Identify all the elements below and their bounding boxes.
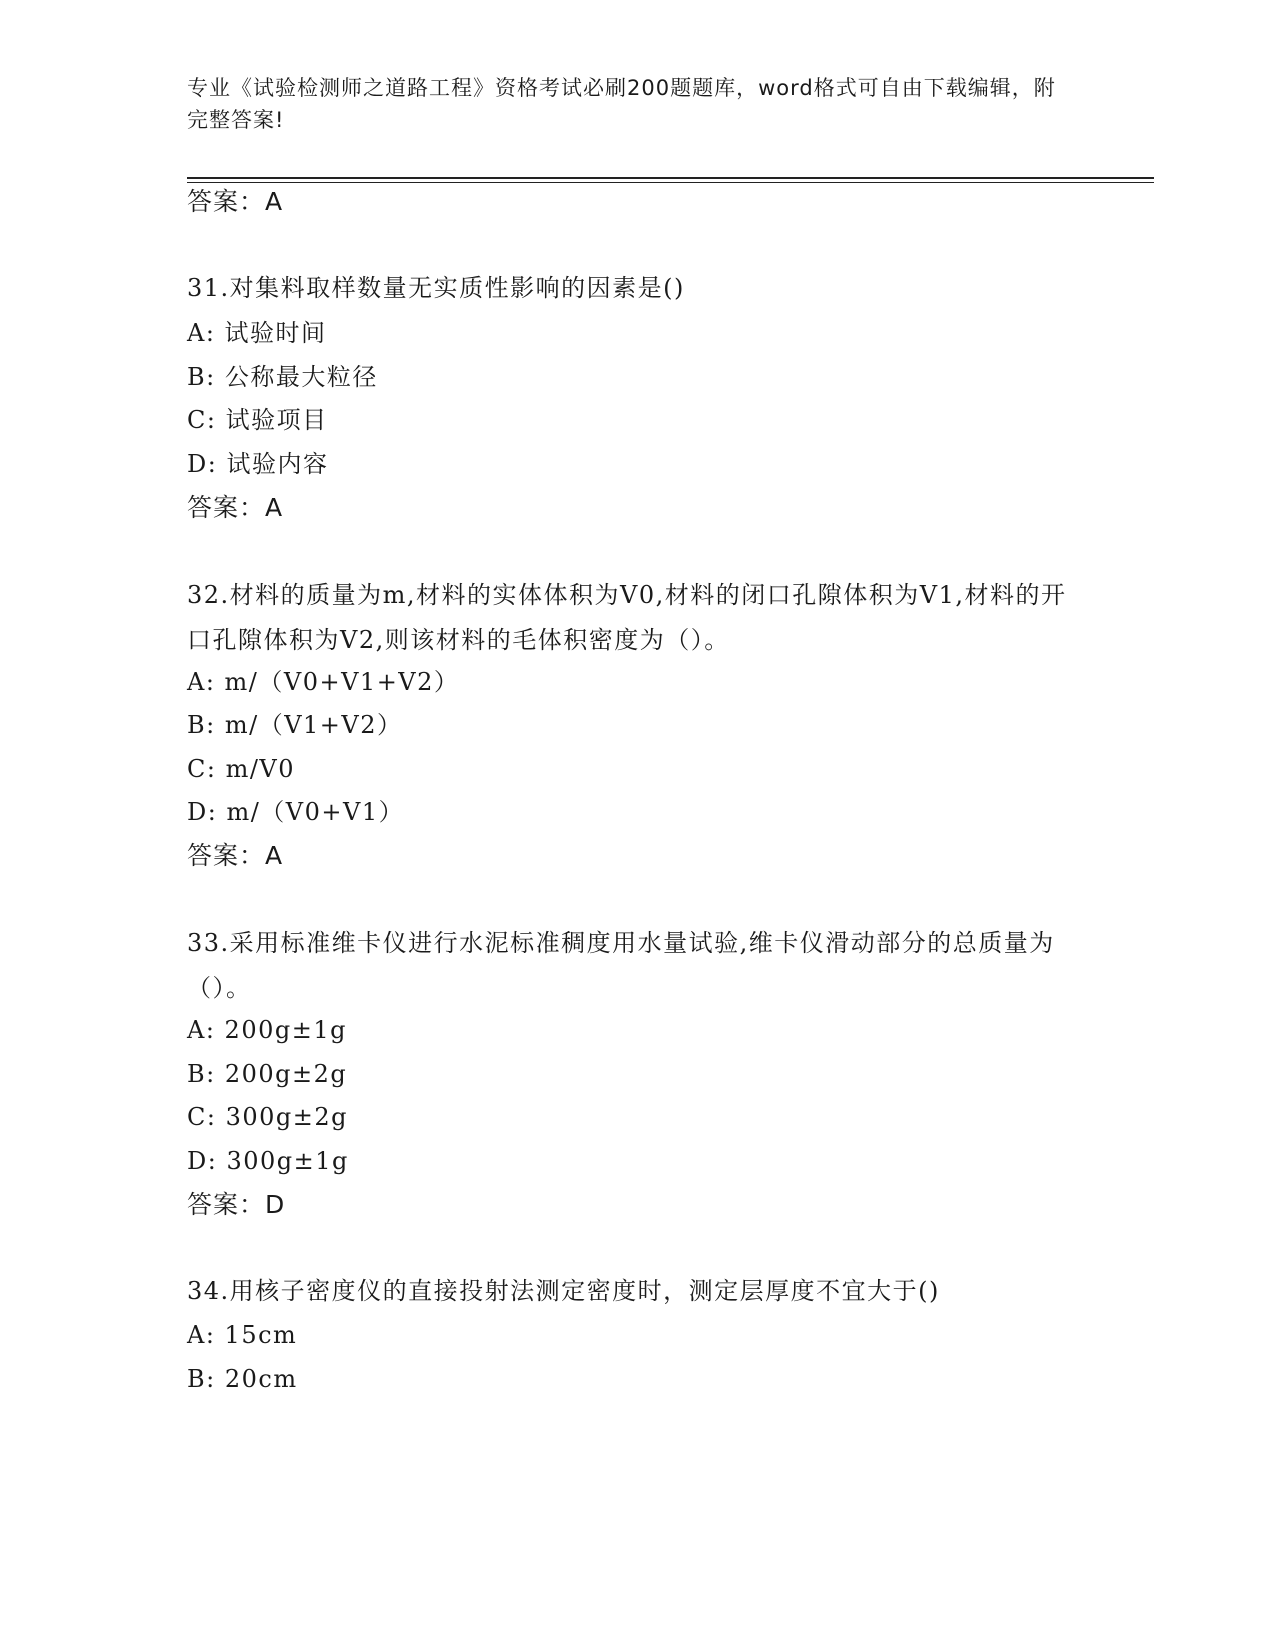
answer-line: 答案：A bbox=[187, 187, 284, 216]
question-34-text: 34.用核子密度仪的直接投射法测定密度时，测定层厚度不宜大于() bbox=[187, 1277, 940, 1305]
question-32-answer: 答案：A bbox=[187, 841, 284, 870]
question-32-option-b: B: m/（V1+V2） bbox=[187, 711, 403, 739]
question-33-answer: 答案：D bbox=[187, 1190, 286, 1219]
question-32-option-c: C: m/V0 bbox=[187, 755, 296, 783]
header-divider-thin bbox=[187, 182, 1154, 183]
question-31-option-c: C: 试验项目 bbox=[187, 406, 328, 434]
question-31-option-b: B: 公称最大粒径 bbox=[187, 363, 378, 391]
question-31-answer: 答案：A bbox=[187, 493, 284, 522]
question-33-option-a: A: 200g±1g bbox=[187, 1016, 347, 1044]
question-34-option-a: A: 15cm bbox=[187, 1321, 298, 1349]
header-divider bbox=[187, 177, 1154, 179]
question-31-text: 31.对集料取样数量无实质性影响的因素是() bbox=[187, 274, 685, 302]
question-33-option-c: C: 300g±2g bbox=[187, 1103, 348, 1131]
question-31-option-d: D: 试验内容 bbox=[187, 450, 329, 478]
question-32-option-a: A: m/（V0+V1+V2） bbox=[187, 668, 460, 696]
question-33-text: 33.采用标准维卡仪进行水泥标准稠度用水量试验,维卡仪滑动部分的总质量为（）。 bbox=[187, 929, 1055, 1002]
question-34-option-b: B: 20cm bbox=[187, 1365, 298, 1393]
question-33-option-d: D: 300g±1g bbox=[187, 1147, 349, 1175]
document-header: 专业《试验检测师之道路工程》资格考试必刷200题题库，word格式可自由下载编辑，附完整答案! bbox=[187, 76, 1056, 132]
question-32-option-d: D: m/（V0+V1） bbox=[187, 798, 405, 826]
question-31-option-a: A: 试验时间 bbox=[187, 319, 327, 347]
question-33-option-b: B: 200g±2g bbox=[187, 1060, 348, 1088]
question-32-text: 32.材料的质量为m,材料的实体体积为V0,材料的闭口孔隙体积为V1,材料的开口孔隙体积为V2,则该材料的毛体积密度为（）。 bbox=[187, 581, 1067, 654]
